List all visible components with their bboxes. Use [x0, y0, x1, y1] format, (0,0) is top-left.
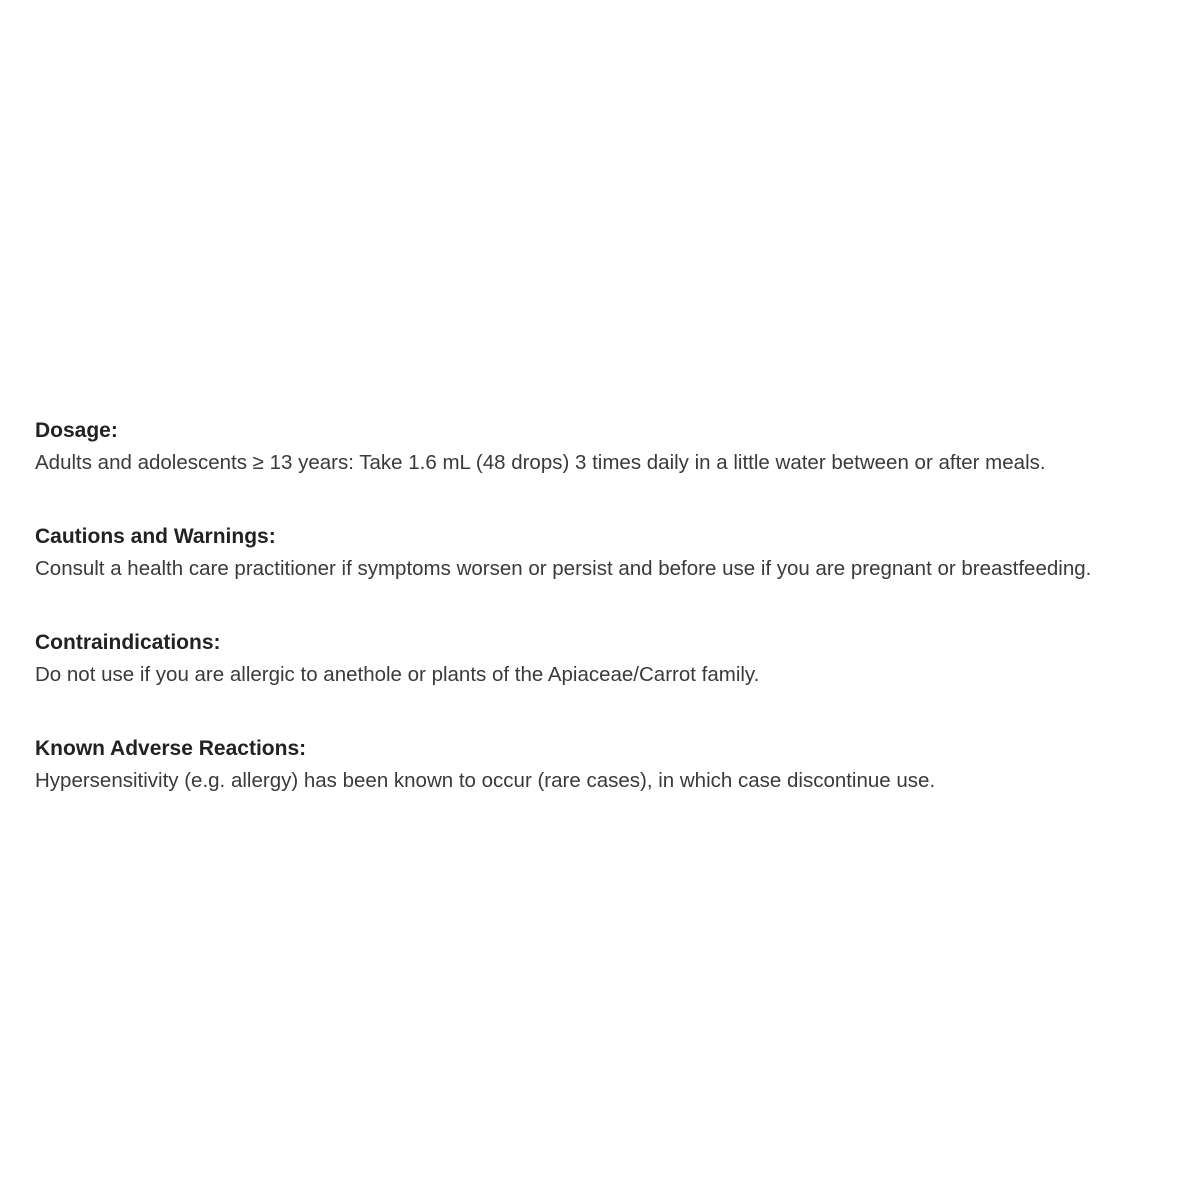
adverse-reactions-text: Hypersensitivity (e.g. allergy) has been known to occur (rare cases), in which case discontinue use.	[35, 769, 936, 792]
contraindications-heading: Contraindications:	[35, 631, 221, 654]
dosage-section	[35, 416, 1195, 478]
product-info-content	[35, 416, 1195, 840]
contraindications-text: Do not use if you are allergic to anethole or plants of the Apiaceae/Carrot family.	[35, 663, 760, 686]
adverse-reactions-section	[35, 734, 1195, 796]
contraindications-section	[35, 628, 1195, 690]
dosage-text: Adults and adolescents ≥ 13 years: Take 1.6 mL (48 drops) 3 times daily in a little water between or after meals.	[35, 451, 1046, 474]
cautions-section	[35, 522, 1195, 584]
dosage-heading: Dosage:	[35, 419, 118, 442]
adverse-reactions-heading: Known Adverse Reactions:	[35, 737, 307, 760]
cautions-text: Consult a health care practitioner if symptoms worsen or persist and before use if you are pregnant or breastfeeding.	[35, 557, 1092, 580]
cautions-heading: Cautions and Warnings:	[35, 525, 276, 548]
